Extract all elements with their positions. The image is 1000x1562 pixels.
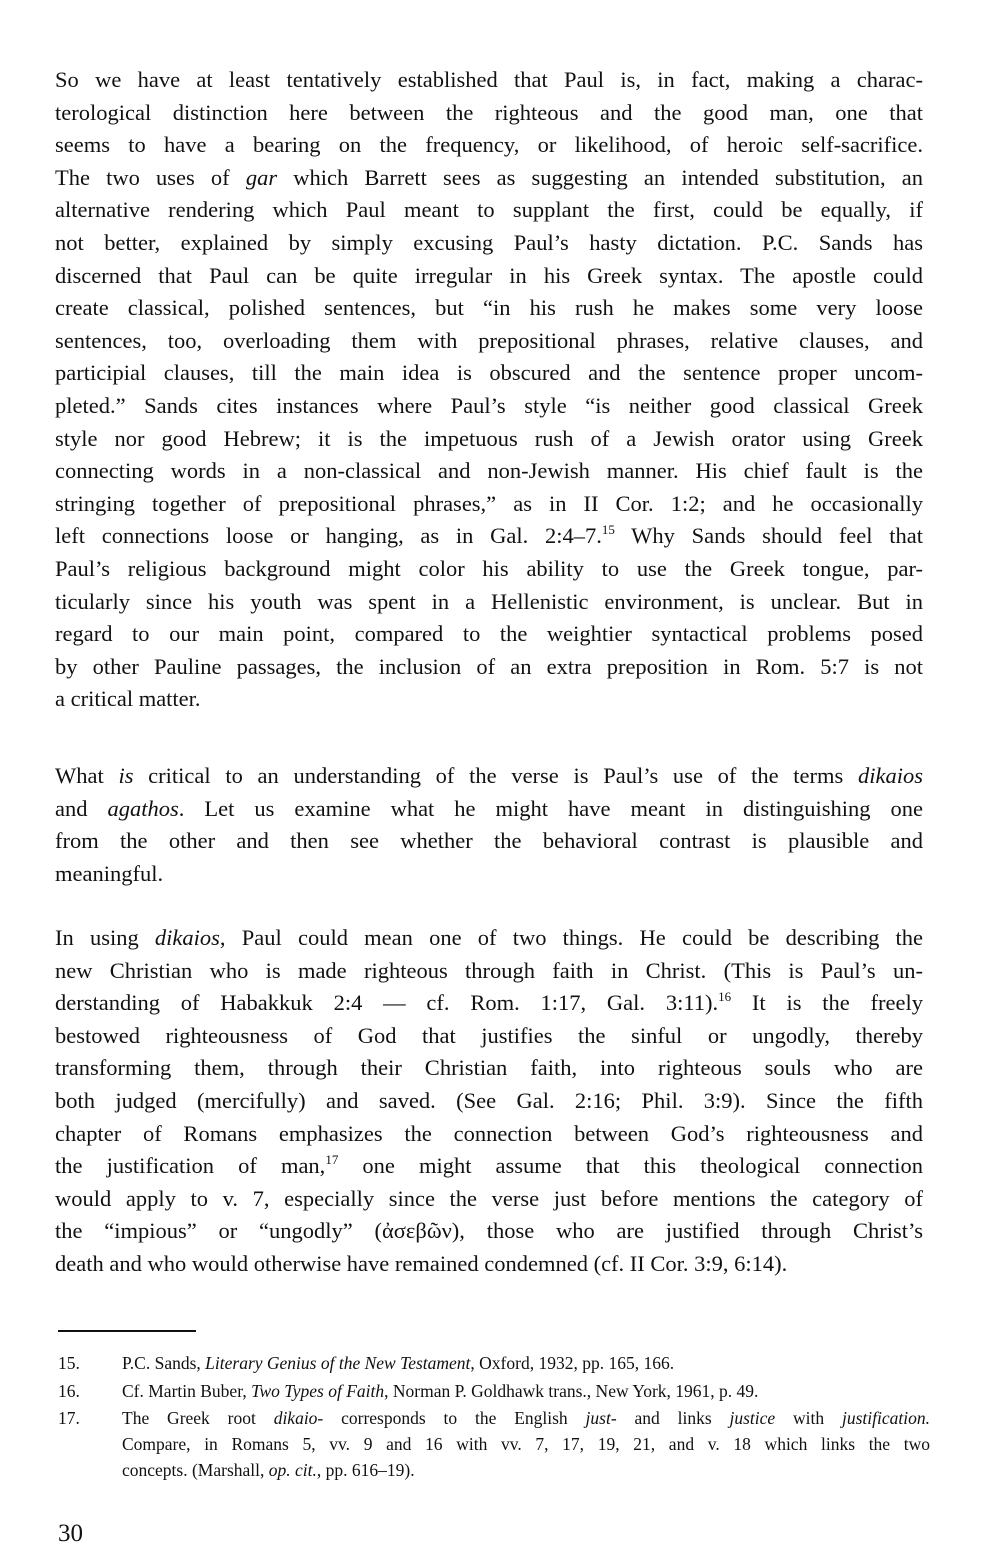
paragraph-2 [55,760,923,890]
text-line: In using dikaios, Paul could mean one of two things. He could be describing the [55,925,924,950]
text-line: create classical, polished sentences, but “in his rush he makes some very loose [55,295,923,321]
italic-term: gar [245,164,278,190]
footnote-ref-15: 15 [601,522,615,538]
footnote-number: 17. [58,1408,80,1428]
text-line: So we have at least tentatively established that Paul is, in fact, making a charac- [55,67,923,92]
text-line: the justification of man,$^{17}$ one might assume that this theological connection [55,1152,923,1179]
footnote-text: P.C. Sands, Literary Genius of the New Testament, Oxford, 1932, pp. 165, 166. [122,1353,675,1373]
text-line: style nor good Hebrew; it is the impetuous rush of a Jewish orator using Greek [55,425,923,451]
footnote-ref-16: 16 [718,989,732,1005]
text-line: and agathos. Let us examine what he might have meant in distinguishing one [55,795,923,821]
text-line: connecting words in a non-classical and non-Jewish manner. His chief fault is the [55,458,923,484]
text-line: would apply to v. 7, especially since the verse just before mentions the category of [55,1185,923,1211]
text-line: both judged (mercifully) and saved. (See Gal. 2:16; Phil. 3:9). Since the fifth [55,1087,923,1113]
footnote-text: Cf. Martin Buber, Two Types of Faith, Norman P. Goldhawk trans., New York, 1961, p. 49. [122,1381,759,1401]
text-line: terological distinction here between the righteous and the good man, one that [55,99,923,125]
text-line: meaningful. [55,860,164,886]
text-line: regard to our main point, compared to the weightier syntactical problems posed [55,621,923,647]
text-line: the “impious” or “ungodly” (ἀσεβῶν), those who are justified through Christ’s [55,1218,923,1244]
text-line: Paul’s religious background might color his ability to use the Greek tongue, par- [55,555,923,581]
book-title: Two Types of Faith [251,1381,385,1401]
text-line: participial clauses, till the main idea is obscured and the sentence proper uncom- [55,360,923,386]
paragraph-1 [55,64,923,716]
text-line: alternative rendering which Paul meant to supplant the first, could be equally, if [55,197,923,223]
text-line: seems to have a bearing on the frequency, or likelihood, of heroic self-sacrifice. [55,132,923,158]
text-line: The two uses of gar which Barrett sees as suggesting an intended substitution, an [55,164,923,190]
text-line: left connections loose or hanging, as in Gal. 2:4–7.15 Why Sands should feel that [55,522,923,549]
text-line: chapter of Romans emphasizes the connection between God’s righteousness and [55,1120,923,1146]
text-line: ticularly since his youth was spent in a Hellenistic environment, is unclear. But in [55,588,923,614]
footnote-divider [58,1330,196,1332]
paragraph-3 [55,922,923,1281]
page-number: 30 [58,1520,83,1547]
text-line: What is critical to an understanding of the verse is Paul’s use of the terms dikaios [55,763,923,788]
italic-term: dikaios [857,763,923,788]
text-line: new Christian who is made righteous through faith in Christ. (This is Paul’s un- [55,957,923,983]
footnote-ref-17: 17 [325,1152,339,1168]
text-line: a critical matter. [55,686,201,712]
book-title: Literary Genius of the New Testament [205,1353,471,1373]
text-line: derstanding of Habakkuk 2:4 — cf. Rom. 1:17, Gal. 3:11).$^{16}$ It is the freely [55,989,924,1016]
text-line: discerned that Paul can be quite irregular in his Greek syntax. The apostle could [55,262,923,288]
text-line: pleted.” Sands cites instances where Paul’s style “is neither good classical Greek [55,392,923,418]
text-line: not better, explained by simply excusing Paul’s hasty dictation. P.C. Sands has [55,229,923,255]
italic-term: dikaios [154,925,220,950]
text-line: transforming them, through their Christian faith, into righteous souls who are [55,1055,923,1081]
text-line: stringing together of prepositional phrases,” as in II Cor. 1:2; and he occasionally [55,490,923,516]
text-line: sentences, too, overloading them with prepositional phrases, relative clauses, and [55,327,923,353]
text-line: from the other and then see whether the behavioral contrast is plausible and [55,828,923,854]
text-line: death and who would otherwise have remained condemned (cf. II Cor. 3:9, 6:14). [55,1250,788,1276]
footnote-number: 15. [58,1353,80,1373]
italic-term: is [118,763,134,788]
footnote-number: 16. [58,1381,80,1401]
footnote-text: The Greek root dikaio- corresponds to the English just- and links justice with justification. Compare, in Romans 5, vv. 9 and 16 with vv. 7, 17, 19, 21, and v. 18 which links the two concepts. (Marshall, op. cit., pp. 616–19). [122,1408,930,1480]
text-line: bestowed righteousness of God that justifies the sinful or ungodly, thereby [55,1022,923,1048]
text-line: by other Pauline passages, the inclusion of an extra preposition in Rom. 5:7 is not [55,653,923,679]
italic-term: agathos [107,795,179,821]
